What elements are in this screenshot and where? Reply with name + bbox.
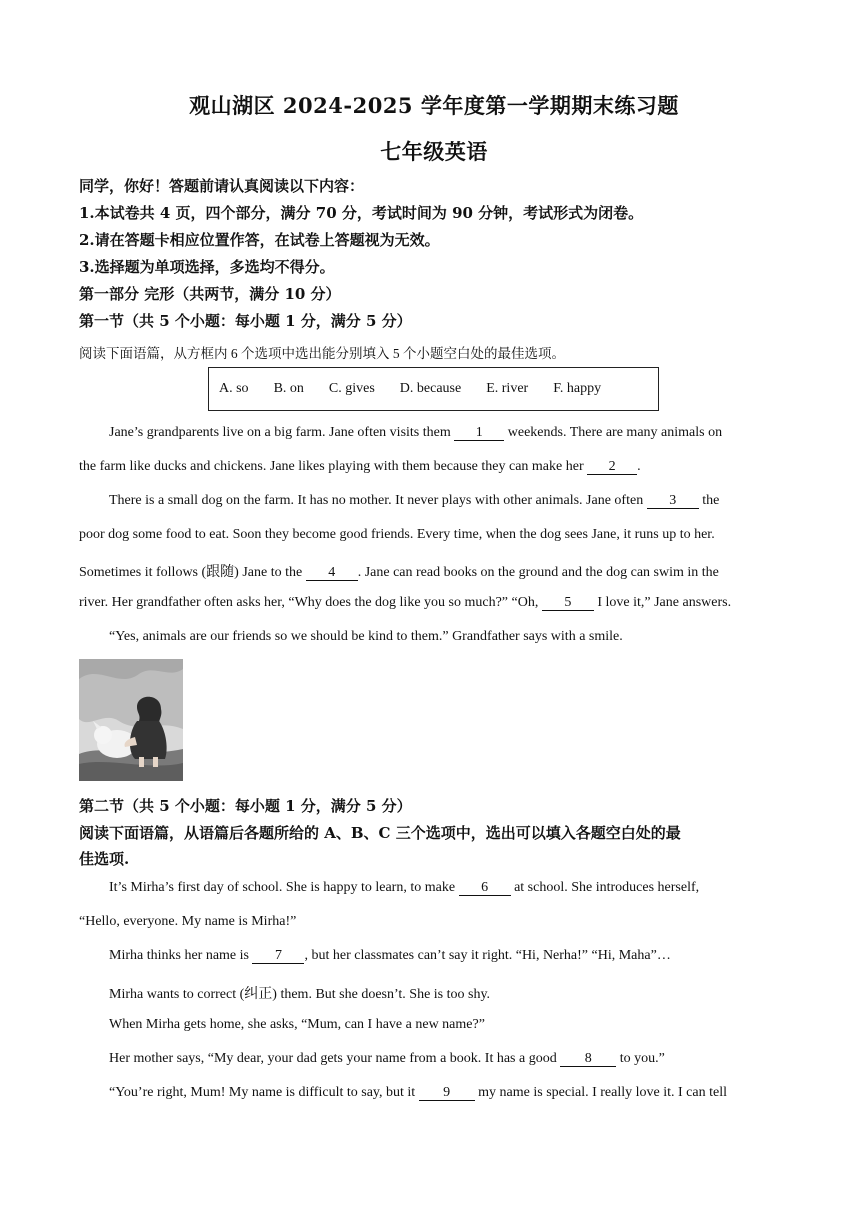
instruction-item-3: 3.选择题为单项选择，多选均不得分。 xyxy=(79,258,335,276)
blank-1: 1 xyxy=(454,426,504,441)
option-e: E. river xyxy=(486,381,529,396)
passage1-line: “Yes, animals are our friends so we should be kind to them.” Grandfather says with a smile. xyxy=(109,629,623,644)
passage2-line: “You’re right, Mum! My name is difficult to say, but it 9 my name is special. I really love it. I can tell xyxy=(109,1085,727,1100)
option-c: C. gives xyxy=(328,381,375,396)
passage1-line: Jane’s grandparents live on a big farm. Jane often visits them 1 weekends. There are many animals on xyxy=(109,425,723,440)
passage2-line: “Hello, everyone. My name is Mirha!” xyxy=(79,914,297,929)
passage2-line: Mirha wants to correct (纠正) them. But she doesn’t. She is too shy. xyxy=(109,987,491,1002)
blank-6: 6 xyxy=(459,881,511,896)
part1-heading: 第一部分 完形（共两节，满分 10 分） xyxy=(79,285,341,303)
exam-title: 观山湖区 2024-2025 学年度第一学期期末练习题 xyxy=(189,93,679,118)
passage2-line: Her mother says, “My dear, your dad gets your name from a book. It has a good 8 to you.” xyxy=(109,1051,665,1066)
options-box xyxy=(208,367,659,411)
option-b: B. on xyxy=(273,381,304,396)
exam-subtitle: 七年级英语 xyxy=(380,139,488,164)
passage1-line: poor dog some food to eat. Soon they become good friends. Every time, when the dog sees Jane, it runs up to her. xyxy=(79,527,715,542)
blank-3: 3 xyxy=(647,494,699,509)
option-f: F. happy xyxy=(553,381,602,396)
passage2-line: It’s Mirha’s first day of school. She is happy to learn, to make 6 at school. She introduces herself, xyxy=(109,880,700,895)
girl-with-dog-illustration xyxy=(79,659,183,781)
section2-direction-cont: 佳选项. xyxy=(79,850,130,868)
option-d: D. because xyxy=(399,381,462,396)
blank-9: 9 xyxy=(419,1086,475,1101)
blank-5: 5 xyxy=(542,596,594,611)
blank-7: 7 xyxy=(252,949,304,964)
section2-heading: 第二节（共 5 个小题：每小题 1 分，满分 5 分） xyxy=(79,797,412,815)
instruction-item-2: 2.请在答题卡相应位置作答，在试卷上答题视为无效。 xyxy=(79,231,440,249)
passage2-line: Mirha thinks her name is 7 , but her classmates can’t say it right. “Hi, Nerha!” “Hi, Maha”… xyxy=(109,948,671,963)
option-a: A. so xyxy=(219,381,249,396)
passage1-line: Sometimes it follows (跟随) Jane to the 4 . Jane can read books on the ground and the dog can swim in the xyxy=(79,565,719,580)
passage2-line: When Mirha gets home, she asks, “Mum, can I have a new name?” xyxy=(109,1017,485,1032)
instruction-item-1: 1.本试卷共 4 页，四个部分，满分 70 分，考试时间为 90 分钟，考试形式为闭卷。 xyxy=(79,204,644,222)
instructions-greeting: 同学，你好！答题前请认真阅读以下内容： xyxy=(79,177,365,195)
blank-8: 8 xyxy=(560,1052,616,1067)
passage1-line: the farm like ducks and chickens. Jane likes playing with them because they can make her 2 . xyxy=(79,459,641,474)
section1-heading: 第一节（共 5 个小题：每小题 1 分，满分 5 分） xyxy=(79,312,412,330)
passage1-line: river. Her grandfather often asks her, “Why does the dog like you so much?” “Oh, 5 I love it,” Jane answers. xyxy=(79,595,732,610)
passage1-line: There is a small dog on the farm. It has no mother. It never plays with other animals. Jane often 3 the xyxy=(109,493,720,508)
blank-4: 4 xyxy=(306,566,358,581)
section2-direction: 阅读下面语篇，从语篇后各题所给的 A、B、C 三个选项中，选出可以填入各题空白处的最 xyxy=(79,824,681,842)
section1-direction: 阅读下面语篇，从方框内 6 个选项中选出能分别填入 5 个小题空白处的最佳选项。 xyxy=(79,346,565,361)
blank-2: 2 xyxy=(587,460,637,475)
